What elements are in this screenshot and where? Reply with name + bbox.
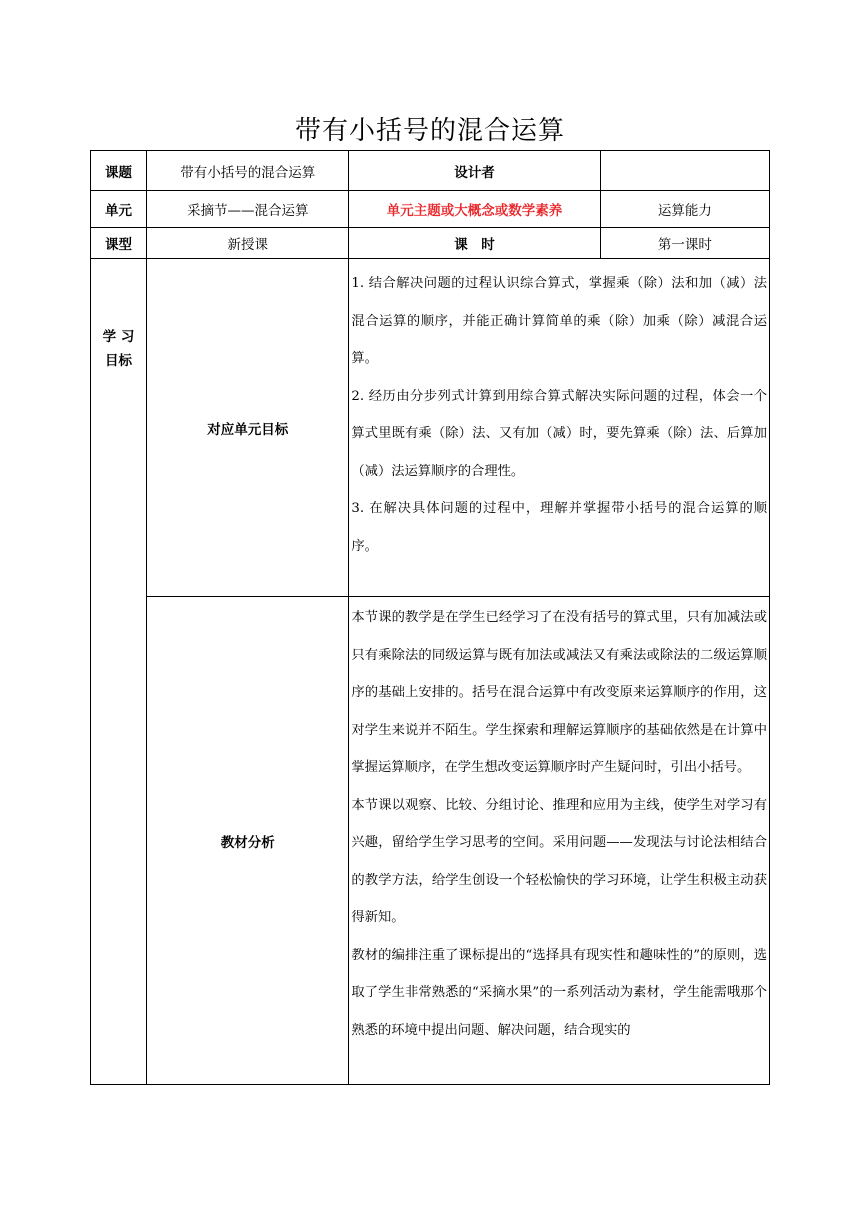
table-row [91, 228, 770, 259]
unit-theme-value: 运算能力 [600, 191, 769, 228]
goal-item: 3. 在解决具体问题的过程中，理解并掌握带小括号的混合运算的顺序。 [351, 501, 767, 554]
lesson-type-label: 课型 [91, 228, 147, 259]
unit-theme-label: 单元主题或大概念或数学素养 [349, 191, 600, 228]
page-title: 带有小括号的混合运算 [294, 116, 565, 146]
topic-value: 带有小括号的混合运算 [147, 151, 349, 191]
table-row [91, 597, 770, 1085]
designer-label: 设计者 [349, 151, 600, 191]
unit-goals-label: 对应单元目标 [147, 259, 349, 597]
textbook-analysis-cell [349, 597, 770, 1085]
textbook-analysis-label: 教材分析 [147, 597, 349, 1085]
period-value: 第一课时 [600, 228, 769, 259]
analysis-paragraph: 教材的编排注重了课标提出的“选择具有现实性和趣味性的”的原则，选取了学生非常熟悉的“采摘水果”的一系列活动为素材，学生能需哦那个熟悉的环境中提出问题、解决问题，结合现实的 [351, 947, 767, 1038]
table-row [91, 151, 770, 191]
unit-goals-cell [349, 259, 770, 597]
designer-value [600, 151, 769, 191]
analysis-paragraph: 本节课的教学是在学生已经学习了在没有括号的算式里，只有加减法或只有乘除法的同级运算与既有加法或减法又有乘法或除法的二级运算顺序的基础上安排的。括号在混合运算中有改变原来运算顺序的作用，这对学生来说并不陌生。学生探索和理解运算顺序的基础依然是在计算中掌握运算顺序，在学生想改变运算顺序时产生疑问时，引出小括号。 [351, 610, 767, 775]
period-label: 课 时 [349, 228, 600, 259]
unit-value: 采摘节——混合运算 [147, 191, 349, 228]
table-row [91, 191, 770, 228]
goal-item: 2. 经历由分步列式计算到用综合算式解决实际问题的过程，体会一个算式里既有乘（除）法、又有加（减）时，要先算乘（除）法、后算加（减）法运算顺序的合理性。 [351, 388, 767, 479]
lesson-type-value: 新授课 [147, 228, 349, 259]
learning-goals-label [91, 259, 147, 1085]
lesson-plan-table [90, 150, 770, 1085]
analysis-paragraph: 本节课以观察、比较、分组讨论、推理和应用为主线，使学生对学习有兴趣，留给学生学习思考的空间。采用问题——发现法与讨论法相结合的教学方法，给学生创设一个轻松愉快的学习环境，让学生积极主动获得新知。 [351, 797, 767, 925]
table-row [91, 259, 770, 597]
goal-item: 1. 结合解决问题的过程认识综合算式，掌握乘（除）法和加（减）法混合运算的顺序，并能正确计算简单的乘（除）加乘（除）减混合运算。 [351, 276, 767, 366]
unit-label: 单元 [91, 191, 147, 228]
learning-goals-text: 学 习 目标 [102, 329, 135, 369]
topic-label: 课题 [91, 151, 147, 191]
